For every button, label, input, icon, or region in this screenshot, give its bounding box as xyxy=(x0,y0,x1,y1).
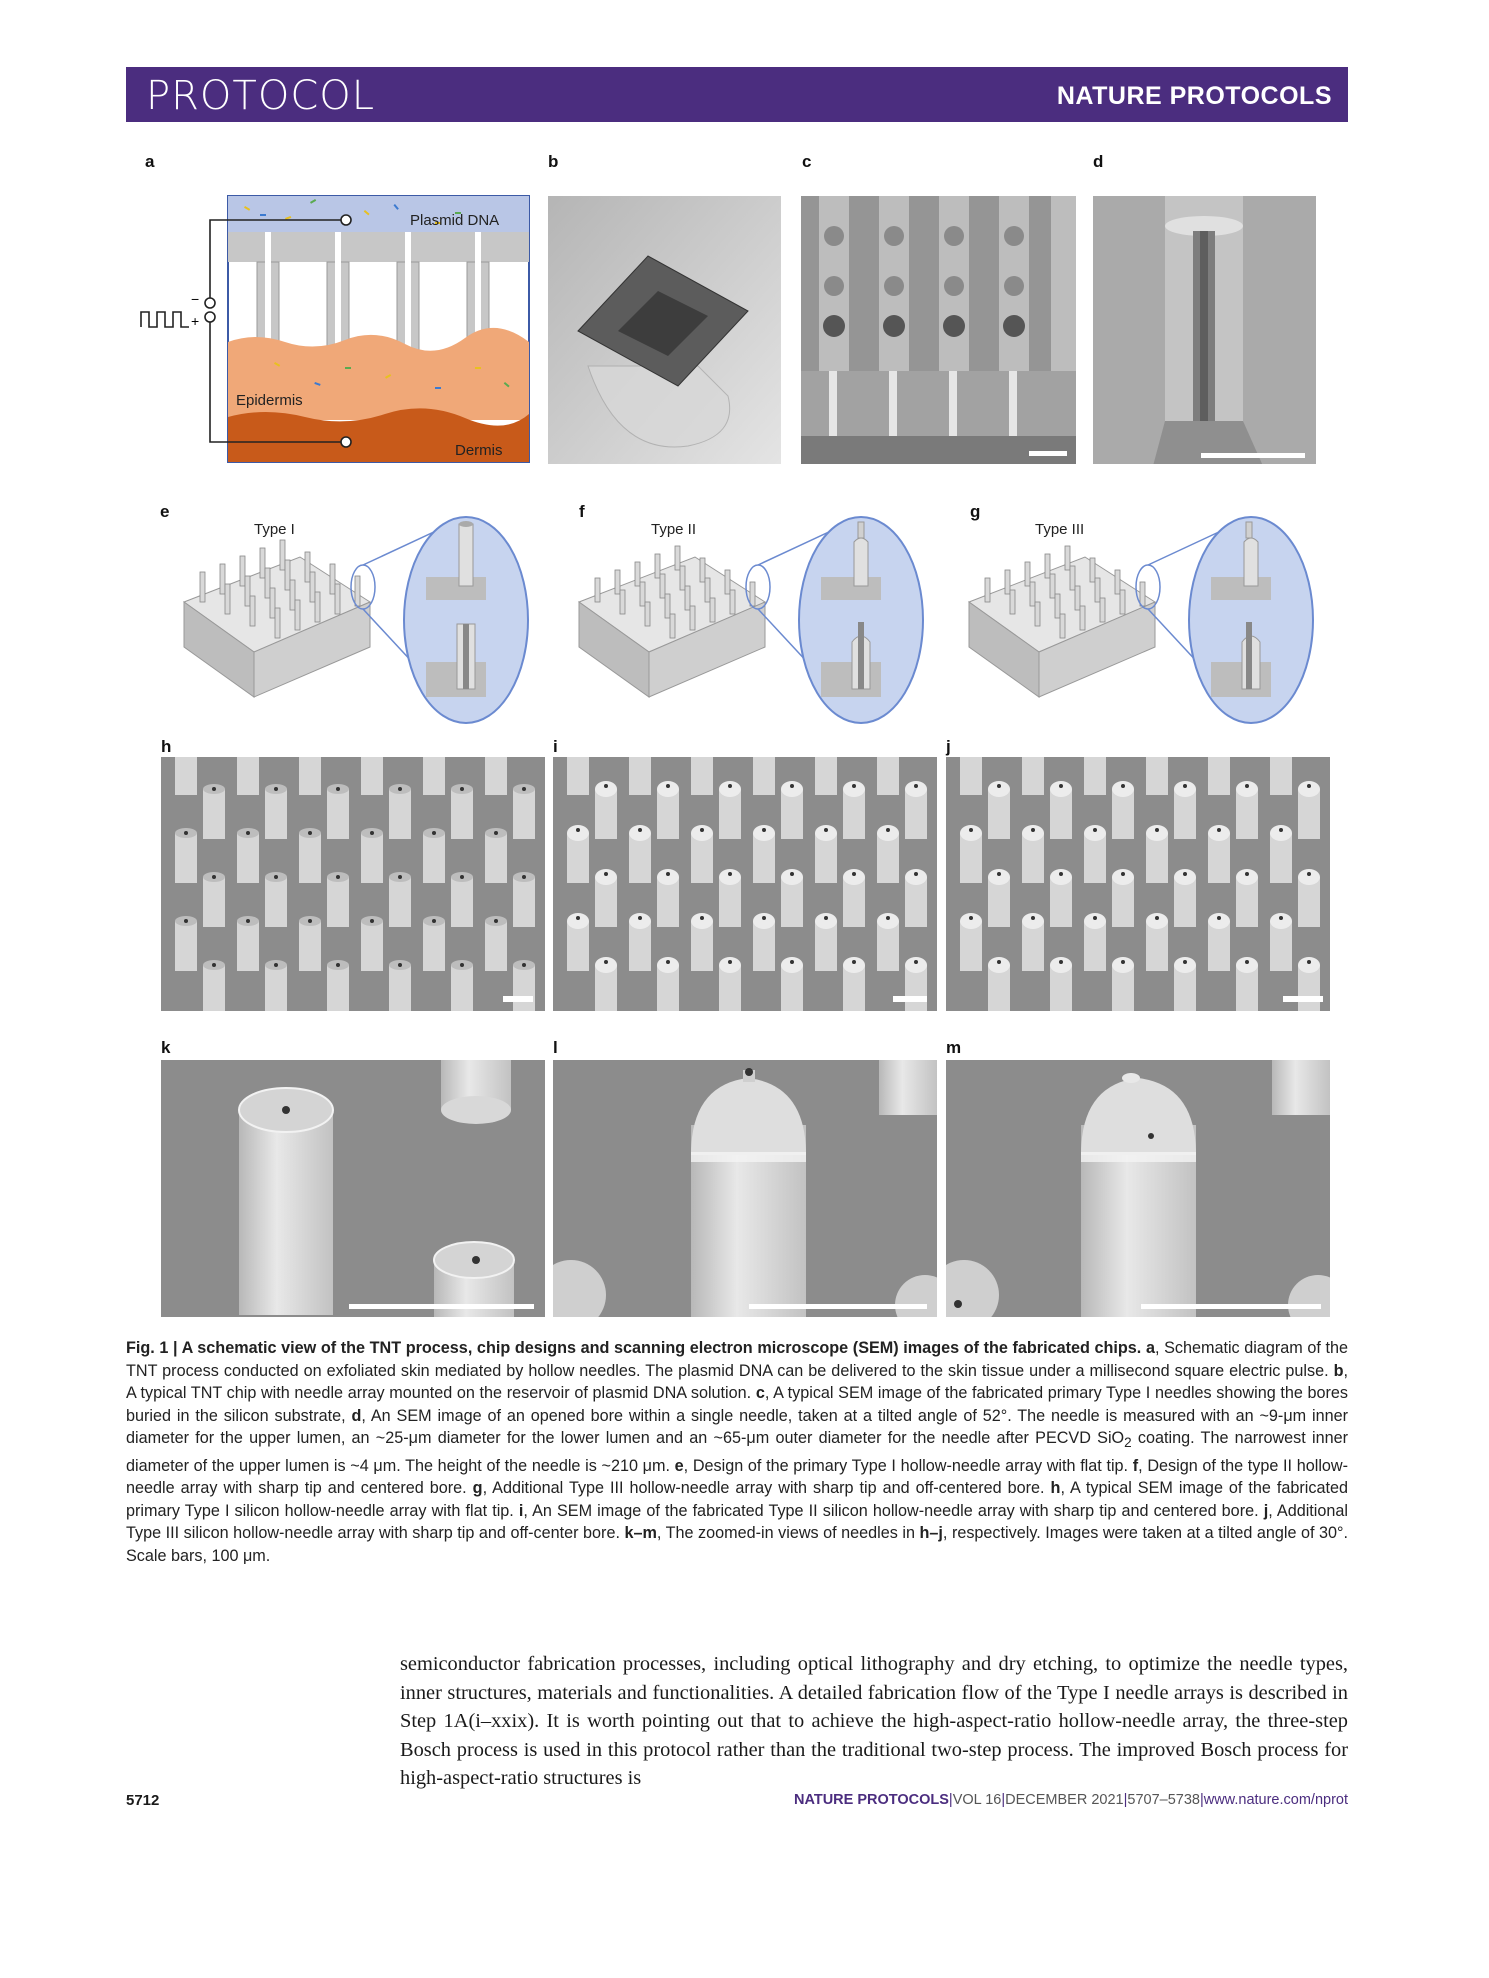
needle xyxy=(485,916,507,971)
needle xyxy=(781,957,803,1011)
panel-label-d: d xyxy=(1093,152,1104,171)
needle xyxy=(719,957,741,1011)
panel-label-e: e xyxy=(160,502,170,521)
needle xyxy=(203,784,225,839)
caption-panel-ref: h–j xyxy=(919,1524,943,1543)
needle xyxy=(299,828,321,883)
needle xyxy=(1112,957,1134,1011)
caption-panel-ref: g xyxy=(472,1479,483,1498)
needle xyxy=(691,825,713,883)
needle xyxy=(265,872,287,927)
needle xyxy=(1174,957,1196,1011)
needle xyxy=(1270,757,1292,795)
journal-name: NATURE PROTOCOLS xyxy=(1056,82,1332,110)
panel-b-chip-photo xyxy=(548,196,781,464)
footer-url[interactable]: www.nature.com/nprot xyxy=(1203,1792,1348,1808)
caption-subscript: 2 xyxy=(1124,1435,1132,1451)
needle xyxy=(960,825,982,883)
needle xyxy=(451,960,473,1011)
type-label: Type II xyxy=(651,521,697,538)
needle xyxy=(719,781,741,839)
panel-c-sem xyxy=(801,196,1076,464)
needle xyxy=(1146,757,1168,795)
panel-label-g: g xyxy=(970,502,981,521)
panel-label-a: a xyxy=(145,152,155,171)
footer-volume: VOL 16 xyxy=(952,1792,1002,1808)
needle xyxy=(1208,825,1230,883)
panel-j-sem-array xyxy=(946,757,1330,1011)
needle xyxy=(567,825,589,883)
needle xyxy=(327,872,349,927)
needle-array xyxy=(161,757,545,1011)
needle xyxy=(595,781,617,839)
needle xyxy=(1022,825,1044,883)
needle xyxy=(595,869,617,927)
scale-bar xyxy=(893,996,927,1002)
panel-label-i: i xyxy=(553,737,558,756)
needle xyxy=(988,957,1010,1011)
needle xyxy=(657,781,679,839)
panel-label-b: b xyxy=(548,152,559,171)
needle xyxy=(1236,957,1258,1011)
scale-bar xyxy=(1141,1304,1321,1309)
footer-date: DECEMBER 2021 xyxy=(1005,1792,1124,1808)
needle xyxy=(423,757,445,795)
needle xyxy=(1208,757,1230,795)
caption-panel-ref: j xyxy=(1263,1501,1269,1520)
body-paragraph: semiconductor fabrication processes, including optical lithography and dry etching, to optimize the needle types, inner structures, materials and functionalities. A detailed fabrication flow of the Type I needle arrays is described in Step 1A(i–xxix). It is worth pointing out that to achieve the high-aspect-ratio hollow-needle array, the three-step Bosch process is used in this protocol rather than the traditional two-step process. The improved Bosch process for high-aspect-ratio structures is xyxy=(400,1653,1348,1790)
header-banner xyxy=(126,67,1348,122)
needle xyxy=(1208,913,1230,971)
needle xyxy=(451,784,473,839)
needle xyxy=(691,913,713,971)
needle xyxy=(1084,825,1106,883)
needle xyxy=(203,872,225,927)
needle xyxy=(423,916,445,971)
needle xyxy=(691,757,713,795)
needle xyxy=(988,781,1010,839)
needle xyxy=(1236,869,1258,927)
footer-pages: 5707–5738 xyxy=(1127,1792,1200,1808)
needle xyxy=(719,869,741,927)
needle xyxy=(389,872,411,927)
panel-label-c: c xyxy=(802,152,812,171)
needle xyxy=(629,757,651,795)
needle xyxy=(988,869,1010,927)
panel-g-design xyxy=(965,512,1335,734)
needle xyxy=(1112,781,1134,839)
scale-bar xyxy=(749,1304,927,1309)
needle xyxy=(815,825,837,883)
needle xyxy=(753,825,775,883)
needle xyxy=(843,781,865,839)
footer-journal-name: NATURE PROTOCOLS xyxy=(793,1792,949,1808)
needle xyxy=(1298,869,1320,927)
caption-panel-ref: f xyxy=(1132,1456,1139,1475)
scale-bar xyxy=(503,996,533,1002)
needle xyxy=(203,960,225,1011)
needle xyxy=(843,869,865,927)
needle xyxy=(1298,781,1320,839)
needle xyxy=(629,913,651,971)
needle xyxy=(567,757,589,795)
needle xyxy=(877,825,899,883)
type-label: Type III xyxy=(1035,521,1085,538)
needle xyxy=(237,916,259,971)
caption-panel-ref: a xyxy=(1145,1339,1155,1357)
minus-sign: − xyxy=(191,291,200,307)
panel-label-l: l xyxy=(553,1038,558,1057)
panel-label-j: j xyxy=(946,737,951,756)
needle xyxy=(237,828,259,883)
panel-label-f: f xyxy=(579,502,585,521)
caption-panel-ref: k–m xyxy=(624,1524,657,1543)
needle xyxy=(361,916,383,971)
needle xyxy=(1270,825,1292,883)
caption-panel-ref: d xyxy=(351,1406,362,1425)
needle xyxy=(327,784,349,839)
needle xyxy=(1050,869,1072,927)
needle xyxy=(327,960,349,1011)
needle xyxy=(1050,957,1072,1011)
panel-l-sem-zoom xyxy=(553,1060,937,1317)
dermis-label: Dermis xyxy=(455,442,503,459)
needle xyxy=(1112,869,1134,927)
panel-d-sem xyxy=(1093,196,1316,464)
page-number: 5712 xyxy=(126,1792,160,1809)
needle xyxy=(960,913,982,971)
needle xyxy=(237,757,259,795)
needle xyxy=(1022,913,1044,971)
needle xyxy=(781,869,803,927)
panel-a-schematic xyxy=(135,192,535,466)
needle xyxy=(175,757,197,795)
needle xyxy=(389,960,411,1011)
section-label: PROTOCOL xyxy=(146,73,376,119)
needle xyxy=(1146,913,1168,971)
caption-panel-ref: c xyxy=(755,1384,765,1402)
type-label: Type I xyxy=(254,521,295,538)
needle xyxy=(175,916,197,971)
needle-array xyxy=(553,757,937,1011)
needle xyxy=(905,869,927,927)
needle xyxy=(299,757,321,795)
scale-bar xyxy=(1283,996,1323,1002)
plasmid-dna-label: Plasmid DNA xyxy=(410,212,500,229)
scale-bar xyxy=(1201,453,1305,458)
needle xyxy=(905,781,927,839)
needle xyxy=(451,872,473,927)
needle xyxy=(423,828,445,883)
caption-panel-ref: e xyxy=(674,1456,684,1475)
caption-title: Fig. 1 | A schematic view of the TNT process, chip designs and scanning electron microscope (SEM) images of the fabricated chips. xyxy=(126,1339,1142,1357)
needle xyxy=(299,916,321,971)
needle xyxy=(175,828,197,883)
needle xyxy=(877,913,899,971)
caption-body: a, Schematic diagram of the TNT process conducted on exfoliated skin mediated by hollow needles. The plasmid DNA can be delivered to the skin tissue under a millisecond square electric pulse. b, A typical TNT chip with needle array mounted on the reservoir of plasmid DNA solution. c, A typical SEM image of the fabricated primary Type I needles showing the bores buried in the silicon substrate, d, An SEM image of an opened bore within a single needle, taken at a tilted angle of 52°. The needle is measured with an ~9-μm inner diameter for the upper lumen, an ~25-μm diameter for the lower lumen and an ~65-μm outer diameter for the needle after PECVD SiO$_2$ coating. The narrowest inner diameter of the upper lumen is ~4 μm. The height of the needle is ~210 μm. e, Design of the primary Type I hollow-needle array with flat tip. f, Design of the type II hollow-needle array with sharp tip and centered bore. g, Additional Type III hollow-needle array with sharp tip and off-centered bore. h, A typical SEM image of the fabricated primary Type I silicon hollow-needle array with flat tip. i, An SEM image of the fabricated Type II silicon hollow-needle array with sharp tip and centered bore. j, Additional Type III silicon hollow-needle array with sharp tip and off-center bore. k–m, The zoomed-in views of needles in h–j, respectively. Images were taken at a tilted angle of 30°. Scale bars, 100 μm. xyxy=(126,1339,1349,1565)
panel-label-m: m xyxy=(946,1038,962,1057)
panel-h-sem-array xyxy=(161,757,545,1011)
needle xyxy=(781,781,803,839)
panel-e-design xyxy=(180,512,550,734)
scale-bar xyxy=(1029,451,1067,456)
needle xyxy=(485,828,507,883)
needle xyxy=(1270,913,1292,971)
panel-m-sem-zoom xyxy=(946,1060,1330,1317)
needle xyxy=(960,757,982,795)
panel-label-h: h xyxy=(161,737,172,756)
needle xyxy=(485,757,507,795)
needle xyxy=(513,784,535,839)
square-pulse-icon xyxy=(141,312,189,327)
needle xyxy=(1298,957,1320,1011)
caption-panel-ref: b xyxy=(1333,1361,1344,1380)
needle xyxy=(1050,781,1072,839)
needle xyxy=(265,784,287,839)
caption-panel-ref: h xyxy=(1050,1479,1061,1498)
needle xyxy=(513,960,535,1011)
needle xyxy=(389,784,411,839)
figure-caption xyxy=(126,1337,1348,1567)
needle xyxy=(753,913,775,971)
needle xyxy=(1084,913,1106,971)
needle-array xyxy=(946,757,1330,1011)
needle xyxy=(513,872,535,927)
needle xyxy=(753,757,775,795)
needle xyxy=(843,957,865,1011)
needle xyxy=(1236,781,1258,839)
needle xyxy=(905,957,927,1011)
needle xyxy=(265,960,287,1011)
epidermis-label: Epidermis xyxy=(236,392,303,409)
needle xyxy=(567,913,589,971)
needle xyxy=(595,957,617,1011)
needle xyxy=(657,957,679,1011)
needle xyxy=(629,825,651,883)
needle xyxy=(657,869,679,927)
scale-bar xyxy=(349,1304,534,1309)
needle xyxy=(1174,869,1196,927)
needle xyxy=(361,757,383,795)
needle xyxy=(1146,825,1168,883)
plus-sign: + xyxy=(191,313,200,329)
caption-panel-ref: i xyxy=(518,1501,524,1520)
needle xyxy=(815,913,837,971)
panel-k-sem-zoom xyxy=(161,1060,545,1317)
needle xyxy=(815,757,837,795)
panel-f-design xyxy=(575,512,945,734)
needle xyxy=(1174,781,1196,839)
journal-footer: NATURE PROTOCOLS|VOL 16|DECEMBER 2021|5707–5738|www.nature.com/nprot xyxy=(793,1792,1348,1808)
needle xyxy=(1084,757,1106,795)
needle xyxy=(877,757,899,795)
needle xyxy=(1022,757,1044,795)
panel-label-k: k xyxy=(161,1038,171,1057)
needle xyxy=(361,828,383,883)
panel-i-sem-array xyxy=(553,757,937,1011)
